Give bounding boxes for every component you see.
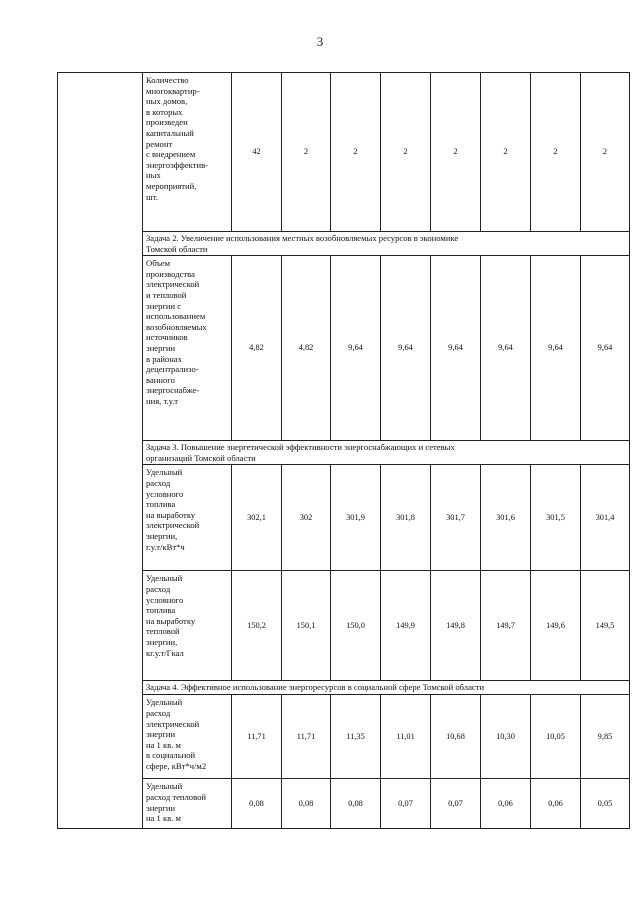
- page-number: 3: [316, 34, 324, 49]
- table-cell: 2: [381, 73, 431, 232]
- table-cell: 0,08: [282, 779, 331, 829]
- table-row: [58, 695, 630, 779]
- table-cell: 301,9: [331, 465, 381, 571]
- table-cell: 4,82: [232, 256, 282, 441]
- table-cell: 301,7: [431, 465, 481, 571]
- table-cell: 9,85: [581, 695, 630, 779]
- table-cell: 150,1: [282, 571, 331, 681]
- table-cell: 2: [481, 73, 531, 232]
- table-cell: 11,71: [232, 695, 282, 779]
- table-cell: 2: [431, 73, 481, 232]
- task-row: [58, 681, 630, 695]
- table-cell: 9,64: [481, 256, 531, 441]
- table-cell: 9,64: [331, 256, 381, 441]
- table-cell: 9,64: [381, 256, 431, 441]
- table-cell: 0,06: [481, 779, 531, 829]
- task-3-heading: Задача 3. Повышение энергетической эффективности энергоснабжающих и сетевых организаций Томской области: [143, 441, 630, 465]
- table-cell: 0,07: [431, 779, 481, 829]
- table-cell: 2: [581, 73, 630, 232]
- table-cell: 9,64: [431, 256, 481, 441]
- table-cell: 2: [282, 73, 331, 232]
- row-label: Удельный расход тепловой энергии на 1 кв. м: [143, 779, 232, 829]
- table-row: [58, 465, 630, 571]
- table-cell: 149,6: [531, 571, 581, 681]
- table-cell: 11,01: [381, 695, 431, 779]
- table-cell: 11,71: [282, 695, 331, 779]
- table-cell: 10,05: [531, 695, 581, 779]
- table-cell: 301,8: [381, 465, 431, 571]
- table-cell: 150,0: [331, 571, 381, 681]
- indicators-table: [57, 72, 630, 829]
- table-cell: 301,6: [481, 465, 531, 571]
- table-cell: 0,06: [531, 779, 581, 829]
- row-label: Удельный расход условного топлива на выработку тепловой энергии, кг.у.т/Гкал: [143, 571, 232, 681]
- table-cell: 150,2: [232, 571, 282, 681]
- table-cell: 149,5: [581, 571, 630, 681]
- table-cell: 301,4: [581, 465, 630, 571]
- row-label: Объем производства электрической и тепловой энергии с использованием возобновляемых источников энергии в районах децентрализо- ванного энергоснабже- ния, т.у.т: [143, 256, 232, 441]
- row-label: Удельный расход условного топлива на выработку электрической энергии, г.у.т/кВт*ч: [143, 465, 232, 571]
- table-row: [58, 779, 630, 829]
- table-cell: 2: [331, 73, 381, 232]
- left-blank-column: [58, 73, 143, 829]
- table-cell: 0,08: [331, 779, 381, 829]
- table-cell: 149,7: [481, 571, 531, 681]
- task-4-heading: Задача 4. Эффективное использование энергоресурсов в социальной сфере Томской области: [143, 681, 630, 695]
- table-row: [58, 571, 630, 681]
- table-cell: 0,08: [232, 779, 282, 829]
- table-cell: 302: [282, 465, 331, 571]
- table-cell: 301,5: [531, 465, 581, 571]
- row-label: Удельный расход электрической энергии на 1 кв. м в социальной сфере, кВт*ч/м2: [143, 695, 232, 779]
- row-label: Количество многоквартир- ных домов, в которых произведен капитальный ремонт с внедрением энергоэффектив- ных мероприятий, шт.: [143, 73, 232, 232]
- table-cell: 10,68: [431, 695, 481, 779]
- task-2-heading: Задача 2. Увеличение использования местных возобновляемых ресурсов в экономике Томской области: [143, 232, 630, 256]
- table-cell: 11,35: [331, 695, 381, 779]
- task-row: [58, 232, 630, 256]
- table-cell: 149,8: [431, 571, 481, 681]
- table-cell: 9,64: [531, 256, 581, 441]
- task-row: [58, 441, 630, 465]
- table-cell: 10,30: [481, 695, 531, 779]
- table-cell: 0,05: [581, 779, 630, 829]
- table-cell: 302,1: [232, 465, 282, 571]
- table-cell: 149,9: [381, 571, 431, 681]
- table-row: [58, 73, 630, 232]
- table-cell: 9,64: [581, 256, 630, 441]
- table-cell: 4,82: [282, 256, 331, 441]
- table-cell: 2: [531, 73, 581, 232]
- table-row: [58, 256, 630, 441]
- table-cell: 0,07: [381, 779, 431, 829]
- table-cell: 42: [232, 73, 282, 232]
